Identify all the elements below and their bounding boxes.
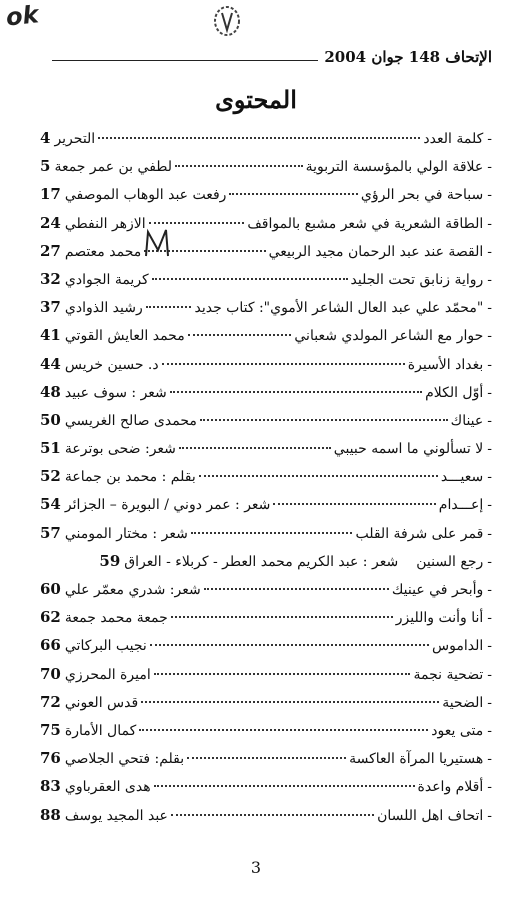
entry-page: 88	[40, 805, 61, 824]
entry-dash: -	[487, 751, 492, 768]
entry-dash: -	[487, 441, 492, 458]
entry-dash: -	[487, 131, 492, 147]
toc-entry	[40, 772, 492, 800]
toc-entry	[40, 350, 492, 378]
entry-page: 51	[40, 439, 61, 458]
entry-page: 83	[40, 777, 61, 796]
entry-page: 44	[40, 354, 61, 373]
dot-leader	[141, 701, 439, 703]
handwritten-mark-icon	[140, 226, 180, 260]
entry-author: عبد المجيد يوسف	[64, 807, 168, 824]
dot-leader	[191, 532, 353, 534]
entry-title: وأبحر في عينيك	[391, 582, 484, 598]
dot-leader	[162, 363, 405, 365]
entry-page: 72	[40, 692, 61, 711]
entry-author: شعر: شدري معمّر علي	[64, 582, 201, 598]
entry-page: 24	[40, 213, 61, 232]
dot-leader	[179, 447, 331, 449]
entry-author: د. حسين خريس	[64, 356, 159, 373]
handwritten-note: ok	[4, 0, 40, 32]
entry-dash: -	[487, 469, 492, 486]
entry-title: أوّل الكلام	[425, 384, 484, 401]
dot-leader	[154, 673, 411, 675]
entry-author: شعر: ضحى بوترعة	[64, 441, 176, 458]
entry-dash: -	[487, 384, 492, 401]
entry-author: بقلم : محمد بن جماعة	[64, 469, 196, 486]
toc-entry	[40, 321, 492, 349]
entry-author: شعر : مختار المومني	[64, 525, 188, 542]
dot-leader	[154, 785, 415, 787]
entry-dash: -	[487, 722, 492, 739]
dot-leader	[146, 306, 192, 308]
entry-author: شعر : سوف عبيد	[64, 384, 167, 401]
dot-leader	[150, 644, 429, 646]
entry-page: 4	[40, 129, 51, 147]
entry-title: كلمة العدد	[423, 131, 484, 147]
entry-page: 75	[40, 720, 61, 739]
entry-page: 17	[40, 185, 61, 204]
entry-author: اميرة المحرزي	[64, 666, 151, 683]
dot-leader	[149, 222, 245, 224]
toc-entry	[40, 209, 492, 237]
entry-author: نجيب البركاتي	[64, 638, 147, 655]
entry-dash: -	[487, 328, 492, 345]
entry-title: الضحية	[442, 694, 484, 711]
entry-title: بغداد الأسيرة	[407, 356, 484, 373]
entry-page: 48	[40, 382, 61, 401]
toc-entry	[40, 490, 492, 518]
entry-dash: -	[487, 553, 492, 570]
entry-author: محمد العايش القوتي	[64, 328, 185, 345]
dot-leader	[139, 729, 428, 731]
dot-leader	[175, 165, 303, 167]
entry-title: القصة عند عبد الرحمان مجيد الربيعي	[268, 243, 484, 260]
toc-entry	[40, 378, 492, 406]
header-rule	[52, 60, 318, 61]
table-of-contents	[40, 124, 492, 829]
toc-entry	[40, 406, 492, 434]
entry-title: إعـــدام	[438, 497, 484, 514]
entry-author: لطفي بن عمر جمعة	[54, 159, 173, 176]
entry-title: الطاقة الشعرية في شعر مشبع بالمواقف	[247, 215, 484, 232]
entry-dash: -	[487, 159, 492, 176]
entry-page: 57	[40, 523, 61, 542]
entry-author: الازهر النفطي	[64, 215, 146, 232]
dot-leader	[200, 419, 448, 421]
toc-entry	[40, 547, 492, 575]
dot-leader	[170, 391, 422, 393]
entry-dash: -	[487, 356, 492, 373]
entry-dash: -	[487, 187, 492, 204]
dot-leader	[199, 475, 438, 477]
entry-page: 41	[40, 326, 61, 345]
toc-entry	[40, 631, 492, 659]
toc-entry	[40, 801, 492, 829]
journal-header	[52, 44, 492, 66]
entry-author: رشيد الذوادي	[64, 300, 143, 317]
toc-entry	[40, 265, 492, 293]
toc-entry	[40, 603, 492, 631]
entry-title: تضحية نجمة	[413, 666, 484, 683]
toc-entry	[40, 152, 492, 180]
toc-entry	[40, 575, 492, 603]
entry-page: 32	[40, 269, 61, 288]
entry-author: كريمة الجوادي	[64, 271, 149, 288]
dot-leader	[273, 503, 435, 505]
toc-entry	[40, 237, 492, 265]
entry-title: رجع السنين	[416, 553, 484, 570]
toc-entry	[40, 660, 492, 688]
toc-entry	[40, 434, 492, 462]
page-title: المحتوى	[215, 85, 297, 114]
toc-entry	[40, 716, 492, 744]
entry-author: شعر : عبد الكريم محمد العطر - كربلاء - العراق	[124, 553, 399, 570]
entry-page: 50	[40, 410, 61, 429]
entry-author: هدى العقرباوي	[64, 779, 151, 796]
entry-dash: -	[487, 271, 492, 288]
dot-leader	[98, 137, 420, 139]
entry-page: 5	[40, 157, 51, 176]
entry-author: التحرير	[54, 131, 96, 147]
toc-entry	[40, 688, 492, 716]
dot-leader	[171, 616, 393, 618]
entry-dash: -	[487, 243, 492, 260]
entry-title: قمر على شرفة القلب	[355, 525, 484, 542]
entry-page: 76	[40, 749, 61, 768]
entry-author: شعر : عمر دوني / البويرة – الجزائر	[64, 497, 271, 514]
entry-title: أنا وأنت والليزر	[395, 610, 484, 627]
page-number: 3	[250, 858, 262, 877]
entry-page: 54	[40, 495, 61, 514]
entry-dash: -	[487, 497, 492, 514]
entry-dash: -	[487, 525, 492, 542]
entry-page: 62	[40, 608, 61, 627]
entry-page: 66	[40, 636, 61, 655]
entry-page: 52	[40, 467, 61, 486]
entry-title: اتحاف اهل اللسان	[377, 807, 484, 824]
entry-dash: -	[487, 694, 492, 711]
entry-title: الداموس	[432, 638, 484, 655]
entry-title: لا تسألوني ما اسمه حبيبي	[333, 441, 484, 458]
toc-entry	[40, 180, 492, 208]
entry-title: سعيـــد	[440, 469, 484, 486]
entry-dash: -	[487, 807, 492, 824]
entry-dash: -	[487, 610, 492, 627]
entry-dash: -	[487, 412, 492, 429]
entry-title: سباحة في بحر الرؤي	[360, 187, 484, 204]
entry-author: جمعة محمد جمعة	[64, 610, 168, 627]
toc-entry	[40, 519, 492, 547]
entry-title: "محمّد علي عبد العال الشاعر الأموي": كتاب جديد	[194, 300, 484, 317]
entry-author: كمال الأمارة	[64, 722, 137, 739]
entry-title: متى يعود	[431, 722, 484, 739]
entry-page: 70	[40, 664, 61, 683]
dot-leader	[152, 278, 348, 280]
entry-title: أقلام واعدة	[417, 779, 484, 796]
entry-title: علاقة الولي بالمؤسسة التربوية	[305, 159, 484, 176]
entry-dash: -	[487, 779, 492, 796]
entry-page: 60	[40, 580, 61, 598]
toc-entry	[40, 744, 492, 772]
entry-page: 27	[40, 241, 61, 260]
entry-author: قدس العوني	[64, 694, 139, 711]
entry-dash: -	[487, 300, 492, 317]
issue-info: الإتحاف 148 جوان 2004	[324, 48, 492, 66]
entry-dash: -	[487, 638, 492, 655]
entry-author: محمدى صالح الغريسي	[64, 412, 197, 429]
toc-entry	[40, 462, 492, 490]
entry-author: بقلم: فتحي الجلاصي	[64, 751, 185, 768]
dot-leader	[229, 193, 357, 195]
dot-leader	[204, 588, 389, 590]
entry-page: 37	[40, 298, 61, 317]
dot-leader	[187, 757, 346, 759]
stamp-mark-icon	[210, 4, 244, 38]
toc-entry	[40, 293, 492, 321]
entry-title: حوار مع الشاعر المولدي شعباني	[294, 328, 484, 345]
entry-page: 59	[99, 551, 121, 570]
entry-author: رفعت عبد الوهاب الموصفي	[64, 187, 227, 204]
entry-author: محمد معتصم	[64, 243, 142, 260]
dot-leader	[188, 334, 292, 336]
entry-dash: -	[487, 582, 492, 598]
entry-title: رواية زنابق تحت الجليد	[350, 271, 484, 288]
toc-entry	[40, 124, 492, 152]
entry-title: عيناك	[450, 412, 484, 429]
dot-leader	[171, 814, 374, 816]
entry-dash: -	[487, 666, 492, 683]
entry-title: هستيريا المرآة العاكسة	[349, 751, 484, 768]
entry-dash: -	[487, 215, 492, 232]
